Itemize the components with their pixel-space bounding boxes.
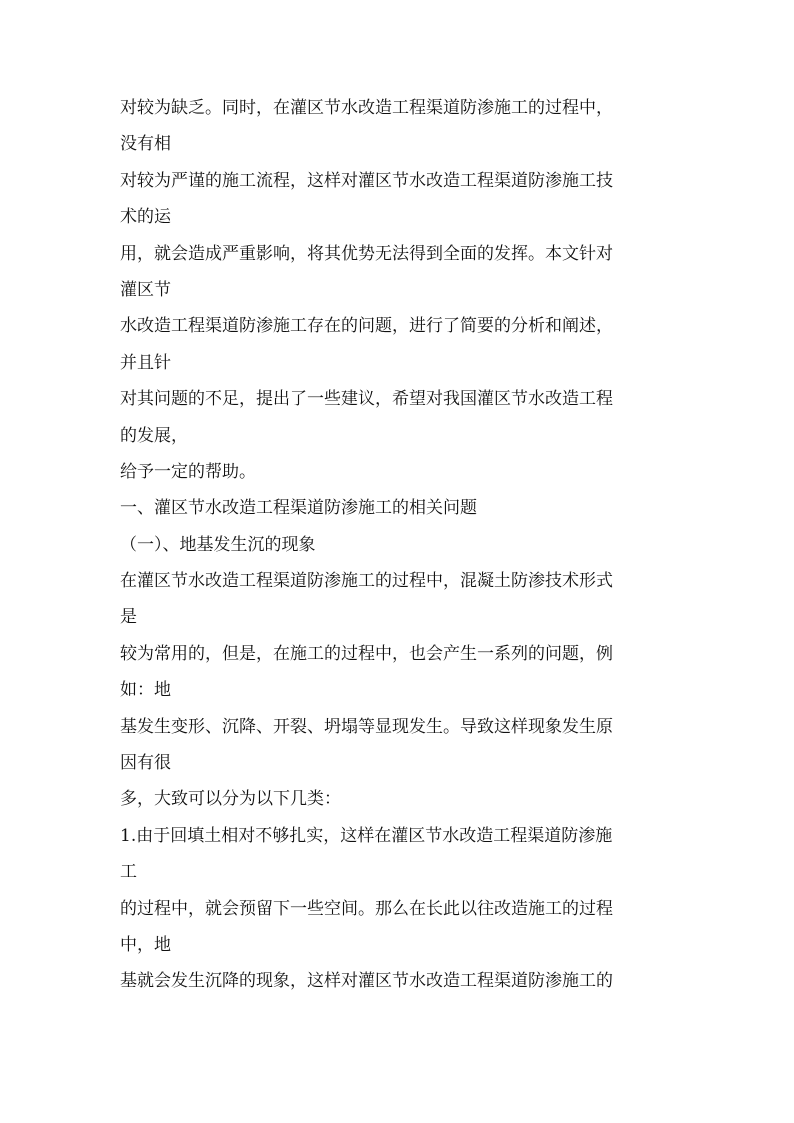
text-line: 灌区节 bbox=[120, 279, 171, 300]
text-line: 如：地 bbox=[120, 680, 171, 701]
text-line: 对较为严谨的施工流程，这样对灌区节水改造工程渠道防渗施工技 bbox=[120, 170, 613, 191]
text-line: 术的运 bbox=[120, 207, 171, 228]
text-line: 对其问题的不足，提出了一些建议，希望对我国灌区节水改造工程 bbox=[120, 389, 613, 410]
text-line: 多，大致可以分为以下几类： bbox=[120, 789, 341, 810]
text-line: 中，地 bbox=[120, 934, 171, 955]
text-line: 的过程中，就会预留下一些空间。那么在长此以往改造施工的过程 bbox=[120, 898, 613, 919]
list-item-text: 1.由于回填土相对不够扎实，这样在灌区节水改造工程渠道防渗施 bbox=[120, 825, 613, 846]
text-line: 基就会发生沉降的现象，这样对灌区节水改造工程渠道防渗施工的 bbox=[120, 971, 613, 992]
body-text bbox=[120, 90, 680, 1000]
text-line: 用，就会造成严重影响，将其优势无法得到全面的发挥。本文针对 bbox=[120, 243, 613, 264]
text-line: 基发生变形、沉降、开裂、坍塌等显现发生。导致这样现象发生原 bbox=[120, 716, 613, 737]
text-line: 较为常用的，但是，在施工的过程中，也会产生一系列的问题，例 bbox=[120, 643, 613, 664]
text-line: 的发展， bbox=[120, 425, 188, 446]
text-line: 对较为缺乏。同时，在灌区节水改造工程渠道防渗施工的过程中， bbox=[120, 98, 613, 118]
text-line: 因有很 bbox=[120, 753, 171, 774]
text-line: 并且针 bbox=[120, 352, 171, 373]
text-line: 水改造工程渠道防渗施工存在的问题，进行了简要的分析和阐述， bbox=[120, 316, 613, 337]
section-heading: 一、灌区节水改造工程渠道防渗施工的相关问题 bbox=[120, 498, 477, 519]
text-line: 给予一定的帮助。 bbox=[120, 461, 256, 482]
text-line: 在灌区节水改造工程渠道防渗施工的过程中，混凝土防渗技术形式 bbox=[120, 571, 613, 592]
text-line: 是 bbox=[120, 607, 137, 628]
text-line: 工 bbox=[120, 862, 137, 883]
subsection-heading: （一）、地基发生沉的现象 bbox=[120, 534, 316, 555]
text-line: 没有相 bbox=[120, 134, 171, 155]
